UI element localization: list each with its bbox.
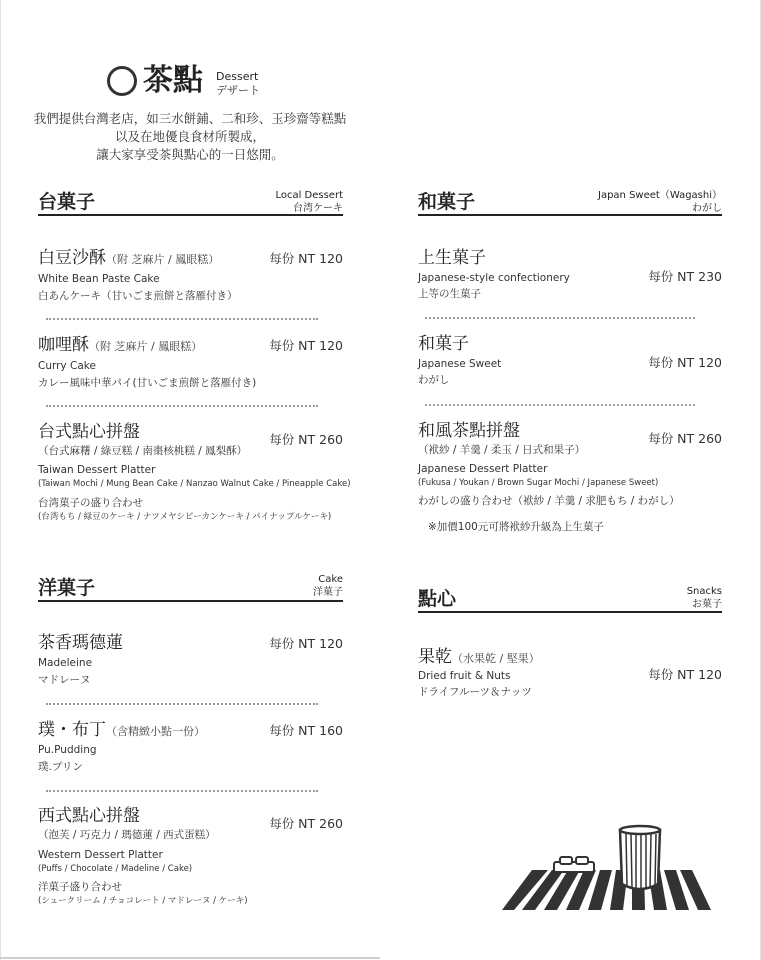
menu-item — [38, 806, 343, 911]
item-name-en: Japanese-style confectionery — [418, 272, 570, 284]
item-note: （水果乾 / 堅果） — [452, 652, 540, 665]
dotted-divider — [425, 404, 695, 406]
item-name-jp: マドレーヌ — [38, 674, 91, 686]
menu-item — [418, 334, 722, 394]
section-title-jp: わがし — [692, 203, 722, 214]
section-title: 台菓子 — [38, 191, 96, 213]
item-name-en: Western Dessert Platter — [38, 849, 163, 861]
item-name-jp: わがしの盛り合わせ（袱紗 / 羊羹 / 求肥もち / わがし） — [418, 495, 680, 507]
menu-title-en: Dessert — [216, 70, 259, 83]
section-wagashi — [418, 184, 722, 216]
dotted-divider — [46, 790, 318, 792]
bottom-rule — [0, 957, 380, 959]
circle-logo-icon — [107, 66, 137, 96]
item-name-jp: 台湾菓子の盛り合わせ — [38, 497, 143, 509]
item-name-en: Japanese Sweet — [418, 358, 502, 370]
item-name-jp: 上等の生菓子 — [418, 288, 481, 300]
item-name-jp: 洋菓子盛り合わせ — [38, 881, 122, 893]
menu-item — [38, 335, 343, 395]
item-note: （含精緻小點一份） — [106, 725, 205, 738]
item-name: 西式點心拼盤 — [38, 806, 140, 826]
item-price: 每份 NT 120 — [269, 251, 343, 266]
dotted-divider — [46, 703, 318, 705]
item-name-en: Pu.Pudding — [38, 744, 97, 756]
menu-item — [38, 422, 351, 527]
menu-item — [38, 633, 343, 693]
menu-item — [38, 720, 343, 780]
item-name-en: Japanese Dessert Platter — [418, 463, 548, 475]
section-title: 和菓子 — [418, 191, 476, 213]
section-title-en: Japan Sweet（Wagashi） — [598, 190, 722, 201]
item-name-en: Taiwan Dessert Platter — [38, 464, 156, 476]
section-title: 點心 — [418, 588, 457, 610]
item-name-en: Madeleine — [38, 657, 93, 669]
section-cake — [38, 570, 343, 602]
item-price: 每份 NT 260 — [269, 432, 343, 447]
item-price: 每份 NT 120 — [269, 636, 343, 651]
intro-line: 讓大家享受茶與點心的一日悠閒。 — [96, 147, 284, 162]
item-name: 白豆沙酥（附 芝麻片 / 鳳眼糕） — [38, 248, 220, 268]
tea-cup-on-mat-illustration-icon — [502, 822, 717, 918]
item-contents-jp: (シュークリーム / チョコレート / マドレーヌ / ケーキ) — [38, 896, 248, 906]
item-name-jp: 白あんケーキ（甘いごま煎餅と落雁付き） — [38, 290, 238, 302]
item-name: 上生菓子 — [418, 248, 486, 268]
item-name: 果乾（水果乾 / 堅果） — [418, 647, 540, 667]
section-taiwan-dessert — [38, 184, 343, 216]
menu-item — [418, 647, 722, 707]
item-name-jp: わがし — [418, 374, 450, 386]
section-title: 洋菓子 — [38, 577, 96, 599]
section-title-en: Local Dessert — [275, 190, 343, 201]
item-name: 咖哩酥（附 芝麻片 / 鳳眼糕） — [38, 335, 203, 355]
intro-line: 以及在地優良食材所製成， — [114, 129, 265, 144]
section-rule — [38, 600, 343, 602]
item-name: 璞・布丁（含精緻小點一份） — [38, 720, 205, 740]
item-note: （附 芝麻片 / 鳳眼糕） — [89, 340, 203, 353]
item-footnote: ※加價100元可將袱紗升級為上生菓子 — [428, 521, 604, 533]
item-contents: （泡芙 / 巧克力 / 瑪德蓮 / 西式蛋糕） — [38, 829, 216, 841]
item-name: 台式點心拼盤 — [38, 422, 140, 442]
item-price: 每份 NT 230 — [648, 269, 722, 284]
menu-item — [38, 248, 343, 308]
item-contents: （台式麻糬 / 綠豆糕 / 南棗核桃糕 / 鳳梨酥） — [38, 445, 248, 457]
section-title-en: Snacks — [686, 586, 722, 597]
menu-title: 茶點 — [143, 63, 203, 98]
item-name: 和菓子 — [418, 334, 469, 354]
section-title-jp: 台湾ケーキ — [293, 203, 343, 214]
item-contents-jp: (台湾もち / 緑豆のケーキ / ナツメヤシピーカンケーキ / パイナップルケーキ) — [38, 512, 332, 522]
section-rule — [38, 214, 343, 216]
item-name-en: Dried fruit & Nuts — [418, 670, 511, 682]
item-name: 和風茶點拼盤 — [418, 421, 520, 441]
item-price: 每份 NT 260 — [269, 816, 343, 831]
menu-item — [418, 248, 722, 308]
item-contents-en: (Puffs / Chocolate / Madeline / Cake) — [38, 864, 193, 874]
intro-text — [30, 110, 350, 164]
item-contents-en: (Fukusa / Youkan / Brown Sugar Mochi / Japanese Sweet) — [418, 478, 659, 488]
section-rule — [418, 214, 722, 216]
section-title-en: Cake — [318, 574, 343, 585]
item-price: 每份 NT 160 — [269, 723, 343, 738]
item-contents-en: (Taiwan Mochi / Mung Bean Cake / Nanzao Walnut Cake / Pineapple Cake) — [38, 479, 351, 489]
menu-item — [418, 421, 722, 539]
dotted-divider — [46, 318, 318, 320]
section-snacks — [418, 583, 722, 613]
item-note: （附 芝麻片 / 鳳眼糕） — [106, 253, 220, 266]
section-title-jp: お菓子 — [692, 599, 722, 610]
item-price: 每份 NT 120 — [648, 667, 722, 682]
dotted-divider — [425, 317, 695, 319]
item-name-jp: 璞.プリン — [38, 761, 83, 773]
dotted-divider — [46, 405, 318, 407]
item-name: 茶香瑪德蓮 — [38, 633, 123, 653]
item-price: 每份 NT 120 — [648, 355, 722, 370]
menu-title-jp: デザート — [216, 84, 260, 97]
item-name-jp: ドライフルーツ＆ナッツ — [418, 686, 532, 698]
intro-line: 我們提供台灣老店，如三水餅鋪、二和珍、玉珍齋等糕點 — [33, 111, 347, 126]
section-title-jp: 洋菓子 — [313, 587, 343, 598]
section-rule — [418, 611, 722, 613]
item-price: 每份 NT 260 — [648, 431, 722, 446]
item-name-en: Curry Cake — [38, 360, 96, 372]
item-price: 每份 NT 120 — [269, 338, 343, 353]
item-name-en: White Bean Paste Cake — [38, 273, 160, 285]
item-contents: （袱紗 / 羊羹 / 柔玉 / 日式和果子） — [418, 444, 586, 456]
item-name-jp: カレー風味中華パイ(甘いごま煎餅と落雁付き) — [38, 377, 257, 389]
